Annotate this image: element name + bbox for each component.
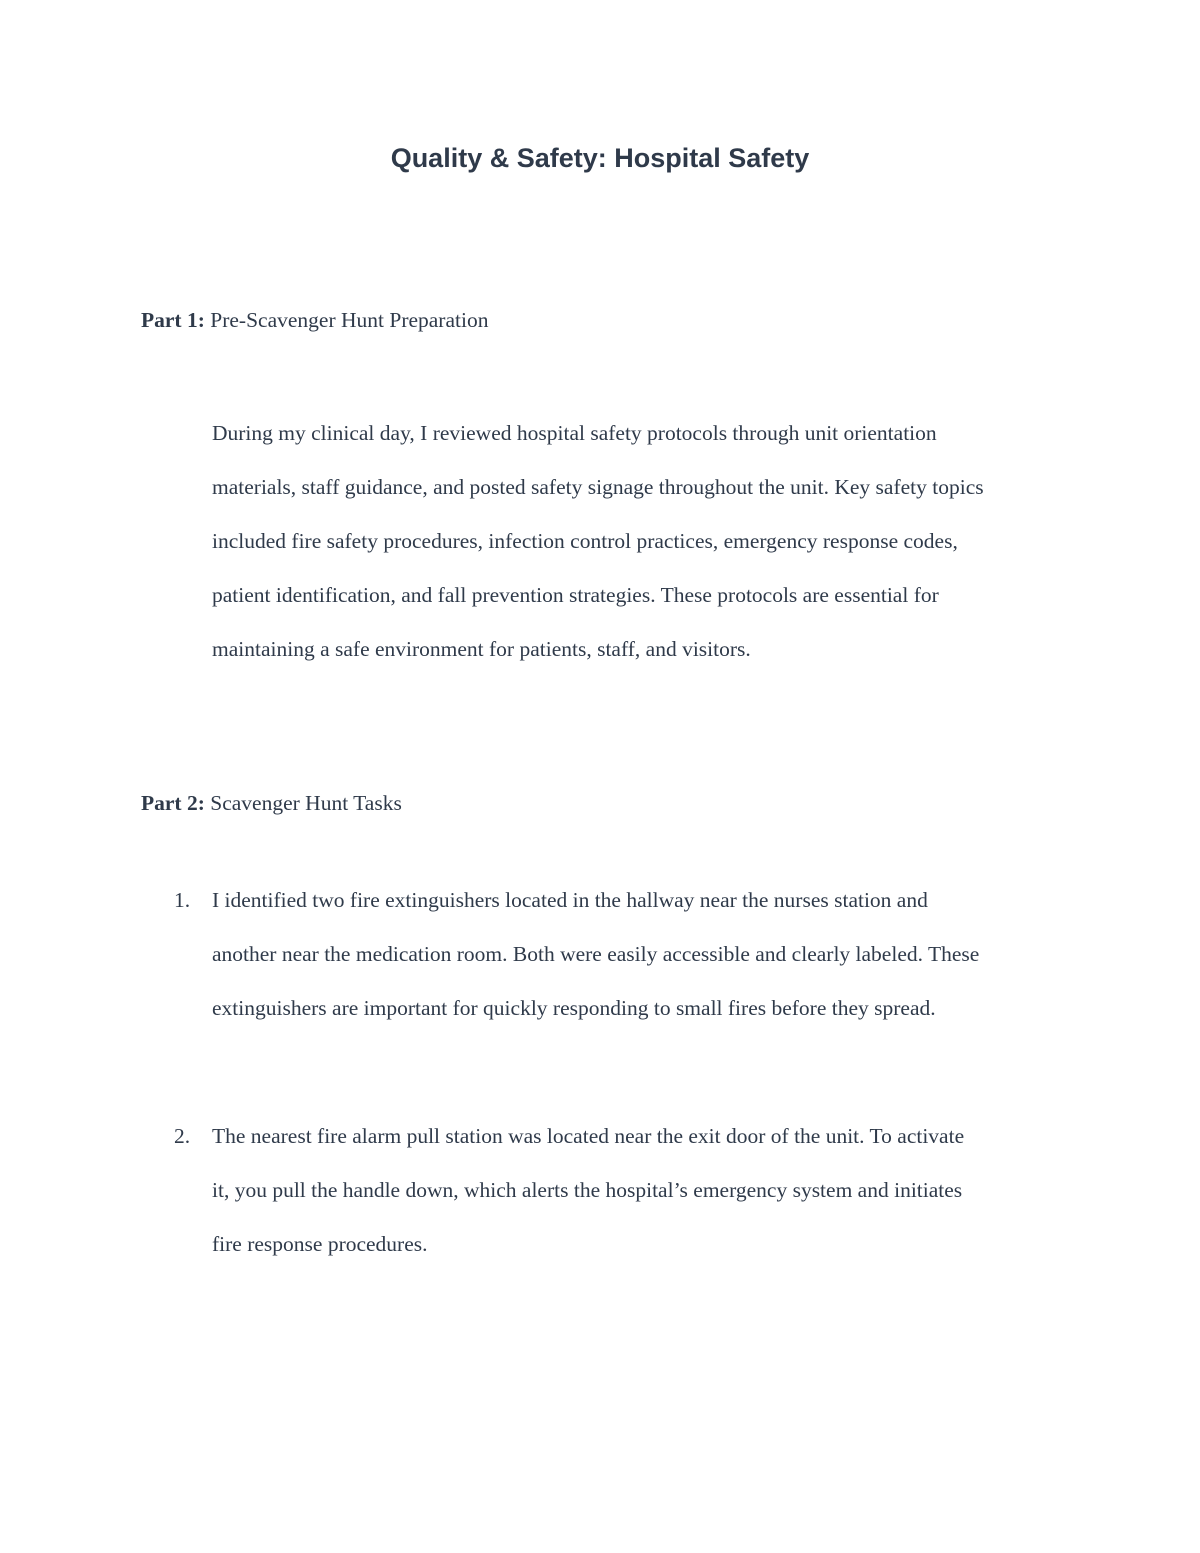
list-item-line: I identified two fire extinguishers located in the hallway near the nurses station and [212, 888, 928, 912]
paragraph-line: included fire safety procedures, infection control practices, emergency response codes, [212, 529, 958, 553]
page-title: Quality & Safety: Hospital Safety [390, 143, 810, 173]
list-item-line: another near the medication room. Both were easily accessible and clearly labeled. These [212, 942, 980, 966]
part1-label: Part 1: [141, 308, 205, 332]
list-item-line: The nearest fire alarm pull station was located near the exit door of the unit. To activate [212, 1124, 965, 1148]
part1-heading [141, 305, 488, 335]
part2-heading [141, 788, 402, 818]
list-marker: 1. [174, 888, 191, 912]
paragraph-line: maintaining a safe environment for patients, staff, and visitors. [212, 637, 751, 661]
list-item-line: extinguishers are important for quickly responding to small fires before they spread. [212, 996, 936, 1020]
list-marker: 2. [174, 1124, 191, 1148]
part1-paragraph [212, 406, 1072, 676]
paragraph-line: patient identification, and fall prevention strategies. These protocols are essential for [212, 583, 939, 607]
paragraph-line: materials, staff guidance, and posted safety signage throughout the unit. Key safety topics [212, 475, 984, 499]
list-item-2 [174, 1109, 1072, 1271]
part1-heading-text: Pre-Scavenger Hunt Preparation [210, 308, 489, 332]
part2-heading-text: Scavenger Hunt Tasks [210, 791, 402, 815]
part2-label: Part 2: [141, 791, 205, 815]
list-item-line: it, you pull the handle down, which alerts the hospital’s emergency system and initiates [212, 1178, 963, 1202]
list-item-1 [174, 873, 1072, 1035]
paragraph-line: During my clinical day, I reviewed hospital safety protocols through unit orientation [212, 421, 937, 445]
list-item-line: fire response procedures. [212, 1232, 428, 1256]
